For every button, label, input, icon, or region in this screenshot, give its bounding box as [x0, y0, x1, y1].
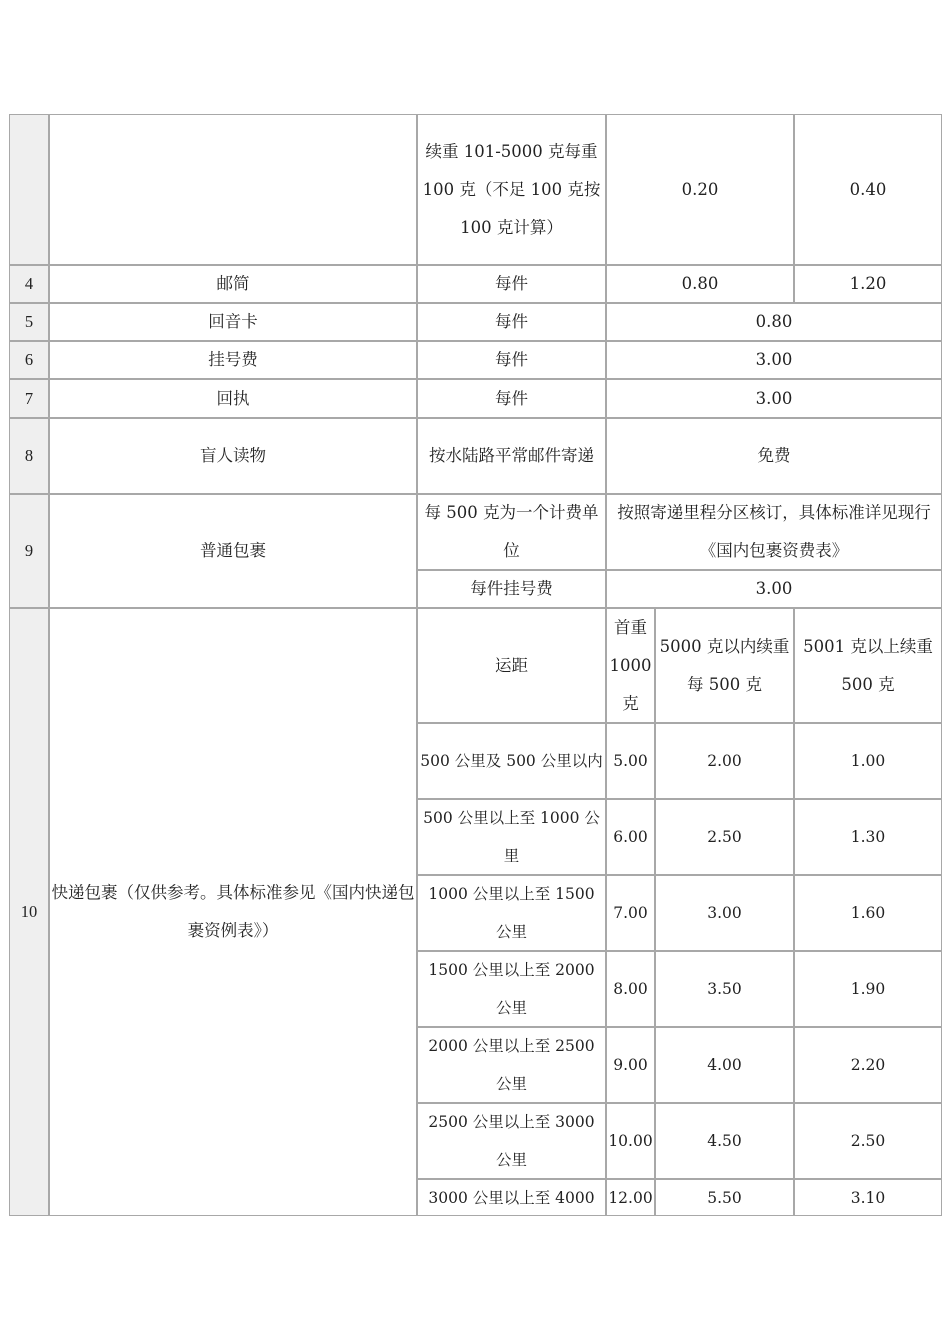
price-cell: 免费	[606, 418, 942, 494]
billing-unit: 续重 101-5000 克每重 100 克（不足 100 克按 100 克计算）	[417, 114, 606, 265]
distance-band: 3000 公里以上至 4000	[417, 1179, 606, 1216]
distance-band: 2500 公里以上至 3000 公里	[417, 1103, 606, 1179]
item-name: 回音卡	[49, 303, 417, 341]
price-cell: 3.00	[606, 379, 942, 418]
distance-header: 运距	[417, 608, 606, 723]
above-price: 1.30	[794, 799, 942, 875]
above-price: 1.60	[794, 875, 942, 951]
billing-unit: 每件	[417, 303, 606, 341]
within-price: 2.00	[655, 723, 794, 799]
item-name: 盲人读物	[49, 418, 417, 494]
first-weight-price: 7.00	[606, 875, 655, 951]
row-number: 10	[9, 608, 49, 1216]
first-weight-header: 首重 1000 克	[606, 608, 655, 723]
row-number	[9, 114, 49, 265]
item-name: 回执	[49, 379, 417, 418]
price-cell: 3.00	[606, 341, 942, 379]
row-number: 7	[9, 379, 49, 418]
within-price: 4.00	[655, 1027, 794, 1103]
price-cell: 0.40	[794, 114, 942, 265]
within-price: 3.50	[655, 951, 794, 1027]
within-price: 5.50	[655, 1179, 794, 1216]
first-weight-price: 8.00	[606, 951, 655, 1027]
first-weight-price: 5.00	[606, 723, 655, 799]
above-price: 2.50	[794, 1103, 942, 1179]
billing-unit: 每件	[417, 265, 606, 303]
above-price: 1.00	[794, 723, 942, 799]
row-number: 8	[9, 418, 49, 494]
item-name: 邮简	[49, 265, 417, 303]
item-name	[49, 114, 417, 265]
price-cell: 按照寄递里程分区核订，具体标准详见现行《国内包裹资费表》	[606, 494, 942, 570]
billing-unit: 每件	[417, 341, 606, 379]
within-price: 4.50	[655, 1103, 794, 1179]
first-weight-price: 12.00	[606, 1179, 655, 1216]
continued-weight-within-header: 5000 克以内续重每 500 克	[655, 608, 794, 723]
within-price: 2.50	[655, 799, 794, 875]
first-weight-price: 10.00	[606, 1103, 655, 1179]
row-number: 6	[9, 341, 49, 379]
distance-band: 1000 公里以上至 1500 公里	[417, 875, 606, 951]
item-name: 快递包裹（仅供参考。具体标准参见《国内快递包裹资例表》）	[49, 608, 417, 1216]
within-price: 3.00	[655, 875, 794, 951]
price-cell: 0.20	[606, 114, 794, 265]
first-weight-price: 9.00	[606, 1027, 655, 1103]
above-price: 3.10	[794, 1179, 942, 1216]
distance-band: 1500 公里以上至 2000 公里	[417, 951, 606, 1027]
billing-unit: 每件挂号费	[417, 570, 606, 608]
billing-unit: 按水陆路平常邮件寄递	[417, 418, 606, 494]
price-cell: 1.20	[794, 265, 942, 303]
price-cell: 0.80	[606, 303, 942, 341]
billing-unit: 每件	[417, 379, 606, 418]
row-number: 5	[9, 303, 49, 341]
above-price: 2.20	[794, 1027, 942, 1103]
item-name: 挂号费	[49, 341, 417, 379]
row-number: 9	[9, 494, 49, 608]
distance-band: 2000 公里以上至 2500 公里	[417, 1027, 606, 1103]
distance-band: 500 公里以上至 1000 公里	[417, 799, 606, 875]
item-name: 普通包裹	[49, 494, 417, 608]
billing-unit: 每 500 克为一个计费单位	[417, 494, 606, 570]
continued-weight-above-header: 5001 克以上续重 500 克	[794, 608, 942, 723]
price-cell: 0.80	[606, 265, 794, 303]
row-number: 4	[9, 265, 49, 303]
price-cell: 3.00	[606, 570, 942, 608]
distance-band: 500 公里及 500 公里以内	[417, 723, 606, 799]
above-price: 1.90	[794, 951, 942, 1027]
first-weight-price: 6.00	[606, 799, 655, 875]
